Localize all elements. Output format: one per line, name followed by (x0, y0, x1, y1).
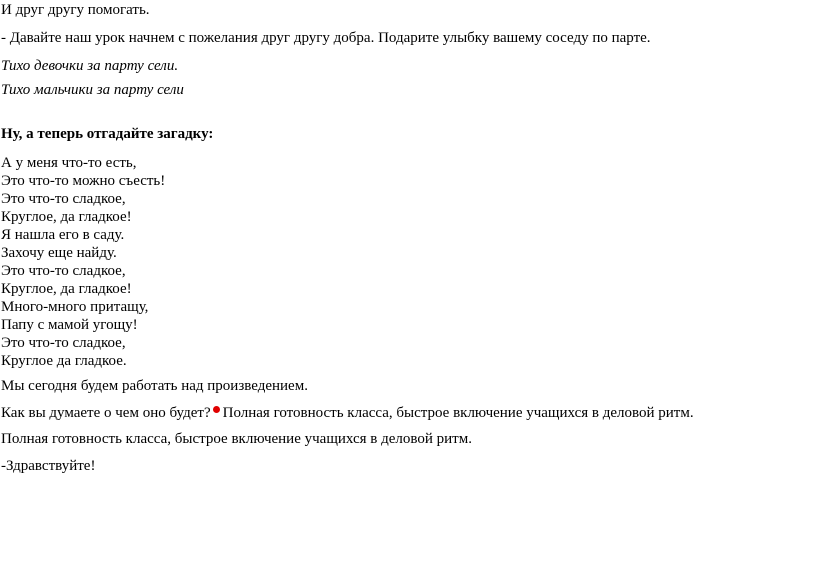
riddle-line: Это что-то можно съесть! (1, 173, 166, 189)
riddle-line: Папу с мамой угощу! (1, 317, 138, 333)
riddle-line: Захочу еще найду. (1, 245, 117, 261)
text-line-readiness: Полная готовность класса, быстрое включение учащихся в деловой ритм. (1, 431, 472, 447)
text-line-helping: И друг другу помогать. (1, 2, 150, 18)
riddle-line: Много-много притащу, (1, 299, 149, 315)
riddle-line: Круглое, да гладкое! (1, 209, 132, 225)
text-line-wishes: - Давайте наш урок начнем с пожелания друг другу добра. Подарите улыбку вашему соседу по парте. (1, 30, 651, 46)
text-line-work: Мы сегодня будем работать над произведением. (1, 378, 308, 394)
text-line-greeting: -Здравствуйте! (1, 458, 96, 474)
text-line-girls: Тихо девочки за парту сели. (1, 58, 179, 74)
riddle-line: Это что-то сладкое, (1, 263, 126, 279)
riddle-line: Это что-то сладкое, (1, 335, 126, 351)
text-line-boys: Тихо мальчики за парту сели (1, 82, 184, 98)
riddle-line: Я нашла его в саду. (1, 227, 125, 243)
riddle-line: Круглое, да гладкое! (1, 281, 132, 297)
riddle-heading: Ну, а теперь отгадайте загадку: (1, 126, 214, 142)
riddle-line: А у меня что-то есть, (1, 155, 137, 171)
question-text: Как вы думаете о чем оно будет? (1, 405, 211, 421)
question-note: Полная готовность класса, быстрое включение учащихся в деловой ритм. (222, 405, 694, 421)
red-bullet-icon (213, 406, 220, 413)
riddle-line: Круглое да гладкое. (1, 353, 127, 369)
text-line-question (1, 404, 694, 422)
riddle-line: Это что-то сладкое, (1, 191, 126, 207)
